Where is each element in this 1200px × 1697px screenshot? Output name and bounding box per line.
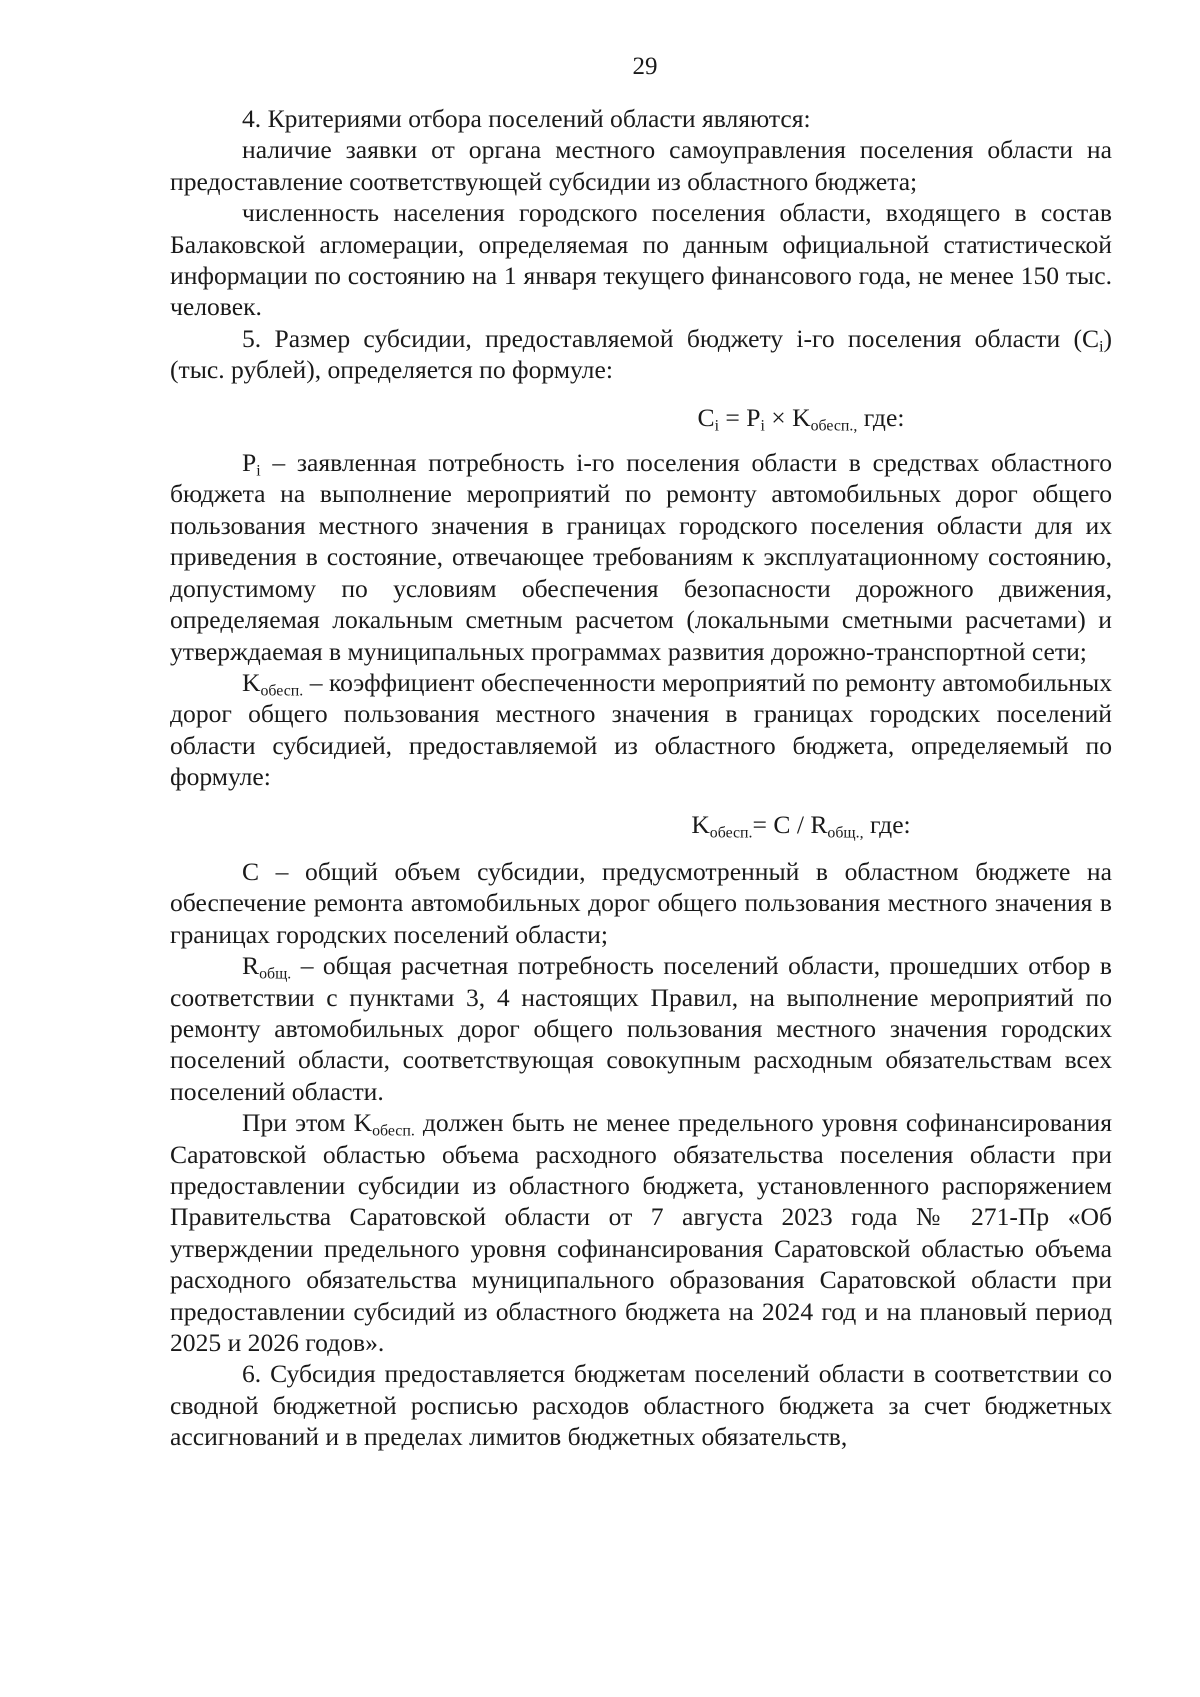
formula-coefficient: $K_{обесп.}= C / R_{общ.,}$ где: (691, 809, 911, 841)
paragraph-subsidy-size: 5. Размер субсидии, предоставляемой бюджету i-го поселения области $(C_i)$ (тыс. рублей), определяется по формуле: (170, 323, 1112, 385)
document-body (170, 103, 1112, 1453)
page-number: 29 (632, 53, 658, 80)
formula-subsidy: $C_i = P_i \times K_{обесп.,}$ где: (697, 402, 905, 435)
paragraph-subsidy-provision: 6. Субсидия предоставляется бюджетам поселений области в соответствии со сводной бюджетной росписью расходов областного бюджета за счет бюджетных ассигнований и в пределах лимитов бюджетных обязательств, (170, 1359, 1112, 1452)
paragraph-def-c: C – общий объем субсидии, предусмотренный в областном бюджете на обеспечение ремонта автомобильных дорог общего пользования местного значения в границах городских поселений области; (170, 856, 1112, 949)
paragraph-criteria-application: наличие заявки от органа местного самоуправления поселения области на предоставление соответствующей субсидии из областного бюджета; (170, 135, 1112, 196)
paragraph-def-kobesp: $K_{обесп.}$ – коэффициент обеспеченности мероприятий по ремонту автомобильных дорог общего пользования местного значения в границах городских поселений области субсидией, предоставляемой из областного бюджета, определяемый по формуле: (170, 667, 1112, 792)
paragraph-def-pi: $P_i$ – заявленная потребность i-го поселения области в средствах областного бюджета на выполнение мероприятий по ремонту автомобильных дорог общего пользования местного значения в границах городского поселения области для их приведения в состояние, отвечающее требованиям к эксплуатационному состоянию, допустимому по условиям обеспечения безопасности дорожного движения, определяемая локальным сметным расчетом (локальными сметными расчетами) и утверждаемая в муниципальных программах развития дорожно-транспортной сети; (170, 448, 1112, 666)
paragraph-cofinancing-note: При этом $K_{обесп.}$ должен быть не менее предельного уровня софинансирования Саратовской областью объема расходного обязательства поселения области при предоставлении субсидии из областного бюджета, установленного распоряжением Правительства Саратовской области от 7 августа 2023 года № 271-Пр «Об утверждении предельного уровня софинансирования Саратовской областью объема расходного обязательства муниципального образования Саратовской области при предоставлении субсидий из областного бюджета на 2024 год и на плановый период 2025 и 2026 годов». (170, 1108, 1112, 1358)
paragraph-criteria-population: численность населения городского поселения области, входящего в состав Балаковской агломерации, определяемая по данным официальной статистической информации по состоянию на 1 января текущего финансового года, не менее 150 тыс. человек. (170, 198, 1112, 322)
paragraph-criteria-heading: 4. Критериями отбора поселений области являются: (242, 104, 811, 133)
paragraph-def-robsch: $R_{общ.}$ – общая расчетная потребность поселений области, прошедших отбор в соответствии с пунктами 3, 4 настоящих Правил, на выполнение мероприятий по ремонту автомобильных дорог общего пользования местного значения городских поселений области, соответствующая совокупным расходным обязательствам всех поселений области. (170, 951, 1112, 1106)
